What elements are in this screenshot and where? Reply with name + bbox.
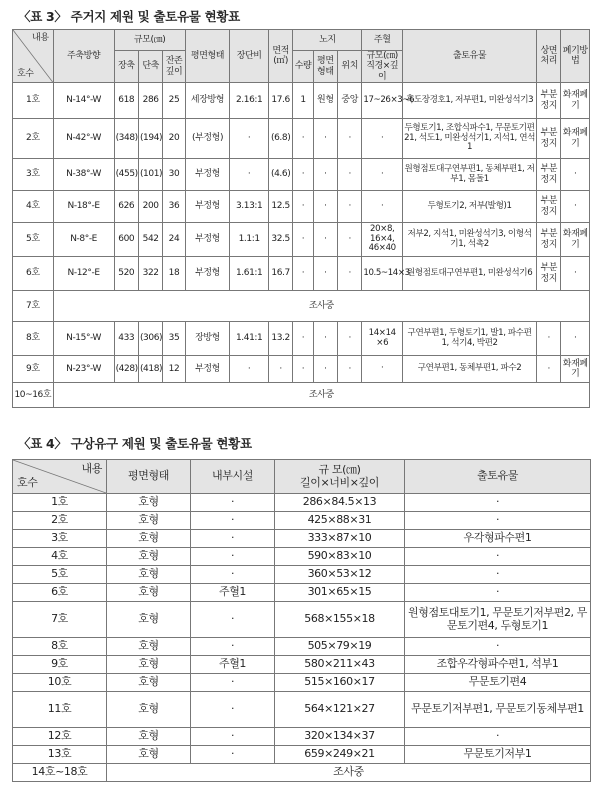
cell-hearth-plan: · — [313, 159, 337, 191]
cell-size: 286×84.5×13 — [275, 494, 405, 512]
cell-size: 580×211×43 — [275, 656, 405, 674]
table-row — [13, 602, 591, 638]
cell-hearth-position: 중앙 — [338, 83, 362, 119]
cell-plan: 부정형 — [185, 356, 230, 383]
table-row — [13, 728, 591, 746]
cell-area: (6.8) — [268, 119, 292, 159]
cell-hearth-position: · — [338, 257, 362, 291]
cell-direction: N-23°-W — [53, 356, 114, 383]
cell-depth: 18 — [163, 257, 185, 291]
cell-finds: 원형점토대구연부편1, 동체부편1, 저부1, 몸돌1 — [403, 159, 537, 191]
cell-plan: 호형 — [107, 548, 191, 566]
cell-area: 16.7 — [268, 257, 292, 291]
cell-size: 301×65×15 — [275, 584, 405, 602]
cell-area: 17.6 — [268, 83, 292, 119]
header-hearth-plan: 평면형태 — [313, 51, 337, 83]
header-hearth-position: 위치 — [338, 51, 362, 83]
cell-area: (4.6) — [268, 159, 292, 191]
cell-upper: 부분정지 — [537, 119, 561, 159]
cell-area: 12.5 — [268, 191, 292, 223]
cell-length: 618 — [114, 83, 138, 119]
cell-ratio: 2.16:1 — [230, 83, 269, 119]
cell-no: 10~16호 — [13, 383, 54, 408]
cell-finds: 구연부편1, 동체부편1, 파수2 — [403, 356, 537, 383]
cell-size: 590×83×10 — [275, 548, 405, 566]
header-finds: 출토유물 — [403, 30, 537, 83]
table3-caption: 〈표 3〉 주거지 제원 및 출토유물 현황표 — [18, 9, 240, 24]
cell-inner: · — [191, 728, 275, 746]
table-row — [13, 119, 590, 159]
cell-size: 425×88×31 — [275, 512, 405, 530]
cell-width: 322 — [138, 257, 162, 291]
cell-ratio: 1.41:1 — [230, 322, 269, 356]
header-content: 내용 — [32, 33, 49, 43]
cell-no: 8호 — [13, 322, 54, 356]
header-content: 내용 — [81, 462, 102, 475]
cell-no: 5호 — [13, 223, 54, 257]
cell-no: 5호 — [13, 566, 107, 584]
table-row — [13, 674, 591, 692]
cell-plan: 부정형 — [185, 191, 230, 223]
cell-finds: · — [405, 638, 591, 656]
cell-finds: · — [405, 566, 591, 584]
cell-abandon: · — [561, 322, 590, 356]
header-size-title: 규 모(㎝) — [318, 462, 361, 476]
cell-size: 360×53×12 — [275, 566, 405, 584]
cell-width: 200 — [138, 191, 162, 223]
cell-inner: · — [191, 692, 275, 728]
table-row — [13, 494, 591, 512]
cell-direction: N-18°-E — [53, 191, 114, 223]
table4-caption: 〈표 4〉 구상유구 제원 및 출토유물 현황표 — [18, 436, 252, 451]
header-hearth: 노지 — [293, 30, 362, 51]
cell-plan: 호형 — [107, 530, 191, 548]
cell-inner: · — [191, 746, 275, 764]
cell-abandon: 화재폐기 — [561, 119, 590, 159]
cell-inner: · — [191, 548, 275, 566]
cell-finds: 조합우각형파수편1, 석부1 — [405, 656, 591, 674]
cell-direction: N-15°-W — [53, 322, 114, 356]
dwelling-table — [12, 29, 590, 408]
table-row — [13, 383, 590, 408]
cell-length: 520 — [114, 257, 138, 291]
cell-ratio: · — [230, 119, 269, 159]
cell-no: 3호 — [13, 530, 107, 548]
table-row — [13, 584, 591, 602]
header-size: 규모(㎝) — [114, 30, 185, 51]
cell-upper: 부분정지 — [537, 223, 561, 257]
cell-finds: · — [405, 512, 591, 530]
table-row — [13, 257, 590, 291]
cell-plan: 호형 — [107, 602, 191, 638]
cell-finds: 두형토기1, 조합식파수1, 무문토기편21, 석도1, 미완성석기1, 지석1, 연석1 — [403, 119, 537, 159]
cell-no: 10호 — [13, 674, 107, 692]
cell-length: (428) — [114, 356, 138, 383]
cell-hearth-count: · — [293, 257, 313, 291]
table-row — [13, 223, 590, 257]
table-row — [13, 322, 590, 356]
header-direction: 주축방향 — [53, 30, 114, 83]
cell-area: 13.2 — [268, 322, 292, 356]
cell-no: 1호 — [13, 83, 54, 119]
cell-inner: · — [191, 530, 275, 548]
cell-ratio: 3.13:1 — [230, 191, 269, 223]
cell-depth: 30 — [163, 159, 185, 191]
cell-upper: 부분정지 — [537, 83, 561, 119]
header-width: 단축 — [138, 51, 162, 83]
cell-posthole-size: · — [362, 191, 403, 223]
cell-hearth-position: · — [338, 356, 362, 383]
cell-hearth-count: · — [293, 223, 313, 257]
cell-plan: 호형 — [107, 674, 191, 692]
table-row — [13, 530, 591, 548]
table-row — [13, 656, 591, 674]
cell-size: 568×155×18 — [275, 602, 405, 638]
cell-plan: 부정형 — [185, 159, 230, 191]
cell-size: 333×87×10 — [275, 530, 405, 548]
cell-width: 286 — [138, 83, 162, 119]
header-hearth-count: 수량 — [293, 51, 313, 83]
cell-size: 320×134×37 — [275, 728, 405, 746]
table-row — [13, 291, 590, 322]
cell-length: 626 — [114, 191, 138, 223]
cell-hearth-position: · — [338, 223, 362, 257]
cell-inner: · — [191, 674, 275, 692]
cell-length: 600 — [114, 223, 138, 257]
cell-area: · — [268, 356, 292, 383]
cell-hearth-plan: 원형 — [313, 83, 337, 119]
cell-width: (101) — [138, 159, 162, 191]
cell-finds: · — [405, 548, 591, 566]
cell-no: 6호 — [13, 257, 54, 291]
header-posthole: 주혈 — [362, 30, 403, 51]
cell-no: 7호 — [13, 291, 54, 322]
cell-finds: 무문토기편4 — [405, 674, 591, 692]
cell-hearth-position: · — [338, 322, 362, 356]
corner-header — [13, 30, 54, 83]
header-upper: 상면처리 — [537, 30, 561, 83]
cell-hearth-count: · — [293, 191, 313, 223]
cell-depth: 12 — [163, 356, 185, 383]
cell-ratio: · — [230, 159, 269, 191]
cell-inner: · — [191, 494, 275, 512]
cell-no: 13호 — [13, 746, 107, 764]
cell-depth: 35 — [163, 322, 185, 356]
table-row — [13, 692, 591, 728]
cell-ratio: 1.61:1 — [230, 257, 269, 291]
cell-posthole-size: 10.5~14×3 — [362, 257, 403, 291]
cell-size: 515×160×17 — [275, 674, 405, 692]
cell-plan: 호형 — [107, 638, 191, 656]
cell-no: 2호 — [13, 119, 54, 159]
cell-finds: · — [405, 494, 591, 512]
cell-no: 2호 — [13, 512, 107, 530]
header-size-sub: 길이×너비×깊이 — [300, 475, 379, 489]
corner-header — [13, 460, 107, 494]
cell-abandon: 화재폐기 — [561, 223, 590, 257]
cell-no: 7호 — [13, 602, 107, 638]
cell-posthole-size: · — [362, 356, 403, 383]
table-row — [13, 764, 591, 782]
table-row — [13, 191, 590, 223]
cell-depth: 25 — [163, 83, 185, 119]
cell-plan: 장방형 — [185, 322, 230, 356]
cell-plan: 호형 — [107, 692, 191, 728]
cell-hearth-plan: · — [313, 322, 337, 356]
cell-inner: · — [191, 602, 275, 638]
cell-size: 564×121×27 — [275, 692, 405, 728]
cell-plan: 호형 — [107, 746, 191, 764]
header-abandon: 폐기방법 — [561, 30, 590, 83]
cell-no: 11호 — [13, 692, 107, 728]
cell-finds: 무문토기저부1 — [405, 746, 591, 764]
cell-hearth-position: · — [338, 191, 362, 223]
cell-status: 조사중 — [107, 764, 591, 782]
table-row — [13, 83, 590, 119]
cell-ratio: 1.1:1 — [230, 223, 269, 257]
cell-abandon: · — [561, 191, 590, 223]
cell-direction: N-8°-E — [53, 223, 114, 257]
cell-abandon: · — [561, 159, 590, 191]
cell-depth: 20 — [163, 119, 185, 159]
header-size — [275, 460, 405, 494]
cell-inner: 주혈1 — [191, 584, 275, 602]
cell-upper: · — [537, 356, 561, 383]
cell-plan: (부정형) — [185, 119, 230, 159]
cell-posthole-size: 20×8, 16×4, 46×40 — [362, 223, 403, 257]
cell-depth: 24 — [163, 223, 185, 257]
cell-length: (348) — [114, 119, 138, 159]
cell-plan: 호형 — [107, 512, 191, 530]
cell-finds: 원형점토대토기1, 무문토기저부편2, 무문토기편4, 두형토기1 — [405, 602, 591, 638]
cell-length: (455) — [114, 159, 138, 191]
cell-hearth-count: · — [293, 356, 313, 383]
cell-finds: 원형점토대구연부편1, 미완성석기6 — [403, 257, 537, 291]
header-finds: 출토유물 — [405, 460, 591, 494]
cell-finds: 저부2, 지석1, 미완성석기3, 이형석기1, 석촉2 — [403, 223, 537, 257]
cell-width: (418) — [138, 356, 162, 383]
cell-hearth-count: · — [293, 119, 313, 159]
header-length: 장축 — [114, 51, 138, 83]
header-area: 면적(㎡) — [268, 30, 292, 83]
cell-finds: 무문토기저부편1, 무문토기동체부편1 — [405, 692, 591, 728]
cell-hearth-count: · — [293, 322, 313, 356]
cell-size: 505×79×19 — [275, 638, 405, 656]
cell-direction: N-14°-W — [53, 83, 114, 119]
cell-abandon: 화재폐기 — [561, 356, 590, 383]
cell-inner: · — [191, 638, 275, 656]
cell-upper: · — [537, 322, 561, 356]
ditch-table-body — [13, 494, 591, 782]
cell-finds: 흑도장경호1, 저부편1, 미완성석기3 — [403, 83, 537, 119]
cell-direction: N-38°-W — [53, 159, 114, 191]
cell-finds: 구연부편1, 두형토기1, 발1, 파수편1, 석기4, 박편2 — [403, 322, 537, 356]
header-ratio: 장단비 — [230, 30, 269, 83]
ditch-table — [12, 459, 591, 782]
dwelling-table-body — [13, 83, 590, 408]
cell-no: 1호 — [13, 494, 107, 512]
table-row — [13, 548, 591, 566]
cell-inner: · — [191, 566, 275, 584]
cell-depth: 36 — [163, 191, 185, 223]
cell-finds: 두형토기2, 저부(발형)1 — [403, 191, 537, 223]
cell-posthole-size: 17~26×3~6 — [362, 83, 403, 119]
cell-no: 3호 — [13, 159, 54, 191]
cell-posthole-size: · — [362, 159, 403, 191]
cell-finds: · — [405, 584, 591, 602]
cell-posthole-size: · — [362, 119, 403, 159]
cell-abandon: · — [561, 257, 590, 291]
cell-finds: 우각형파수편1 — [405, 530, 591, 548]
cell-size: 659×249×21 — [275, 746, 405, 764]
cell-direction: N-12°-E — [53, 257, 114, 291]
header-inner: 내부시설 — [191, 460, 275, 494]
cell-no: 9호 — [13, 356, 54, 383]
cell-upper: 부분정지 — [537, 257, 561, 291]
cell-hearth-position: · — [338, 119, 362, 159]
cell-no: 9호 — [13, 656, 107, 674]
header-posthole-size: 규모(㎝) 직경×깊이 — [362, 51, 403, 83]
cell-upper: 부분정지 — [537, 159, 561, 191]
cell-ratio: · — [230, 356, 269, 383]
table-row — [13, 638, 591, 656]
cell-direction: N-42°-W — [53, 119, 114, 159]
cell-status: 조사중 — [53, 383, 589, 408]
cell-no: 4호 — [13, 191, 54, 223]
table-row — [13, 746, 591, 764]
cell-width: 542 — [138, 223, 162, 257]
cell-plan: 호형 — [107, 584, 191, 602]
cell-plan: 호형 — [107, 656, 191, 674]
cell-hearth-plan: · — [313, 191, 337, 223]
table-row — [13, 512, 591, 530]
cell-finds: · — [405, 728, 591, 746]
cell-no: 4호 — [13, 548, 107, 566]
cell-width: (306) — [138, 322, 162, 356]
cell-length: 433 — [114, 322, 138, 356]
cell-no: 6호 — [13, 584, 107, 602]
cell-upper: 부분정지 — [537, 191, 561, 223]
cell-width: (194) — [138, 119, 162, 159]
cell-abandon: 화재폐기 — [561, 83, 590, 119]
cell-hearth-plan: · — [313, 257, 337, 291]
cell-hearth-count: · — [293, 159, 313, 191]
cell-inner: 주혈1 — [191, 656, 275, 674]
header-no: 호수 — [17, 476, 38, 490]
header-depth: 잔존깊이 — [163, 51, 185, 83]
cell-plan: 호형 — [107, 728, 191, 746]
table-row — [13, 356, 590, 383]
cell-area: 32.5 — [268, 223, 292, 257]
header-plan: 평면형태 — [185, 30, 230, 83]
cell-plan: 호형 — [107, 494, 191, 512]
cell-hearth-position: · — [338, 159, 362, 191]
table-row — [13, 159, 590, 191]
cell-hearth-plan: · — [313, 223, 337, 257]
cell-plan: 세장방형 — [185, 83, 230, 119]
cell-no: 14호~18호 — [13, 764, 107, 782]
header-plan: 평면형태 — [107, 460, 191, 494]
cell-no: 12호 — [13, 728, 107, 746]
header-no: 호수 — [17, 68, 34, 79]
cell-hearth-count: 1 — [293, 83, 313, 119]
cell-plan: 호형 — [107, 566, 191, 584]
cell-hearth-plan: · — [313, 356, 337, 383]
cell-hearth-plan: · — [313, 119, 337, 159]
cell-status: 조사중 — [53, 291, 589, 322]
cell-no: 8호 — [13, 638, 107, 656]
cell-plan: 부정형 — [185, 257, 230, 291]
cell-posthole-size: 14×14 ×6 — [362, 322, 403, 356]
cell-plan: 부정형 — [185, 223, 230, 257]
table-row — [13, 566, 591, 584]
cell-inner: · — [191, 512, 275, 530]
